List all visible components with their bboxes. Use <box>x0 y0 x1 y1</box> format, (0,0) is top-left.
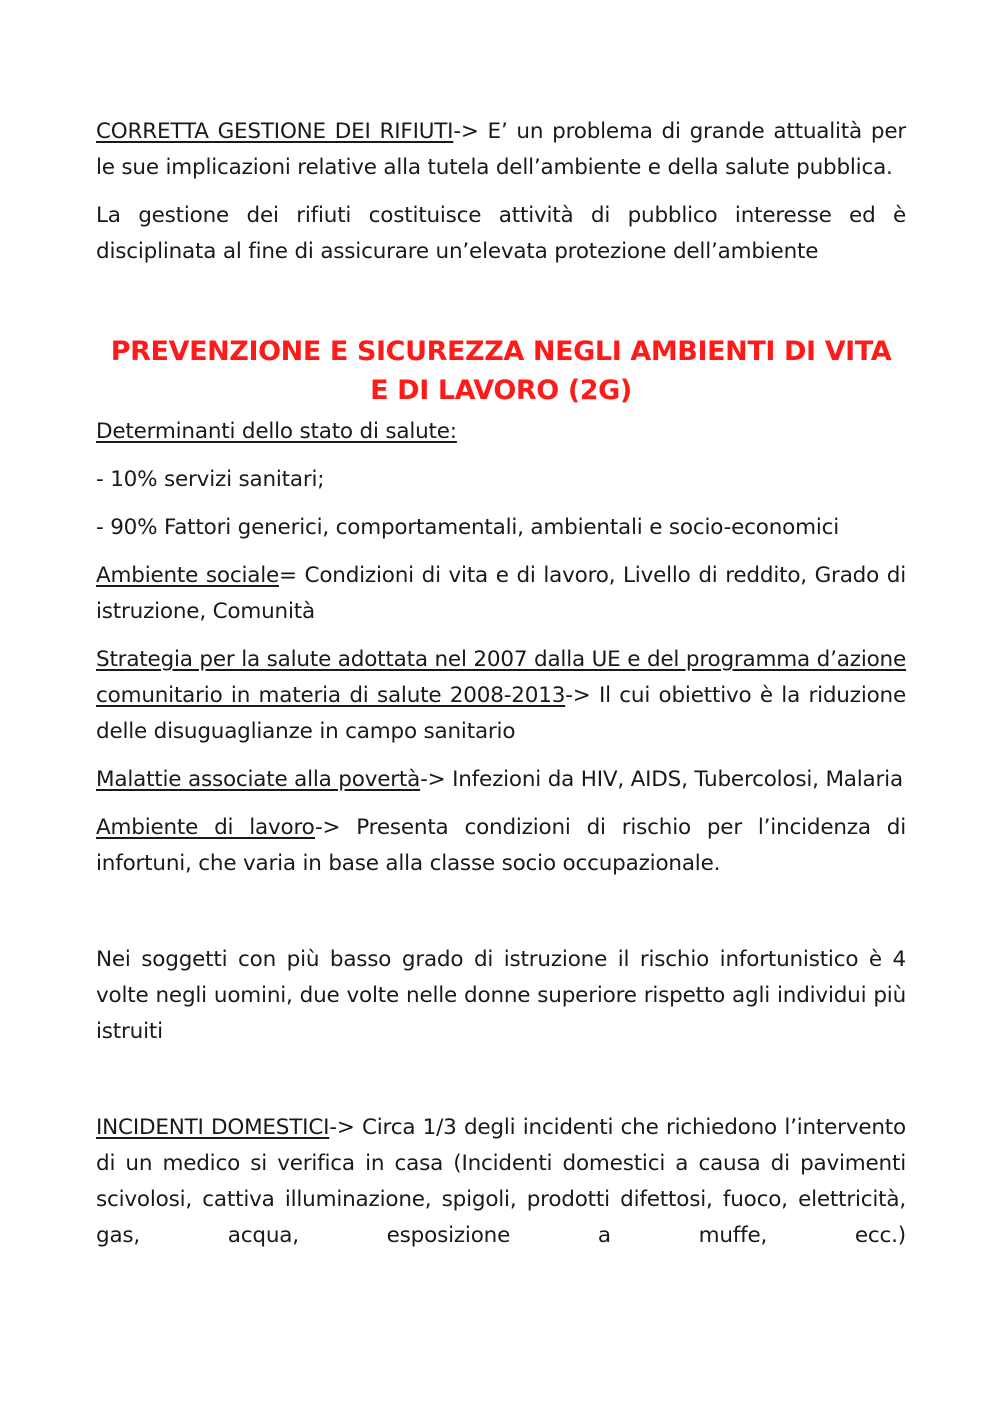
poverty-diseases-text: -> Infezioni da HIV, AIDS, Tubercolosi, Malaria <box>420 767 903 792</box>
document-page <box>96 114 906 1254</box>
health-strategy-text: -> Il cui obiettivo è la riduzione delle disuguaglianze in campo sanitario <box>96 683 907 744</box>
determinants-label: Determinanti dello stato di salute: <box>96 419 457 444</box>
waste-discipline-text: La gestione dei rifiuti costituisce attività di pubblico interesse ed è disciplinata al fine di assicurare un’elevata protezione dell’ambiente <box>96 203 906 264</box>
health-strategy-label: Strategia per la salute adottata nel 2007 dalla UE e del programma d’azione comunitario in materia di salute 2008-2013 <box>96 647 906 708</box>
paragraph-domestic-accidents <box>96 1110 906 1254</box>
paragraph-determinants <box>96 414 906 450</box>
section-heading <box>86 332 916 410</box>
paragraph-health-strategy <box>96 642 906 750</box>
domestic-accidents-text: -> Circa 1/3 degli incidenti che richiedono l’intervento di un medico si verifica in casa (Incidenti domestici a causa di pavimenti scivolosi, cattiva illuminazione, spigoli, prodotti difettosi, fuoco, elettricità, gas, acqua, esposizione a muffe, ecc.) <box>96 1115 906 1248</box>
waste-management-label: CORRETTA GESTIONE DEI RIFIUTI <box>96 119 454 144</box>
paragraph-waste-management <box>96 114 906 186</box>
domestic-accidents-label: INCIDENTI DOMESTICI <box>96 1115 330 1140</box>
education-risk-text: Nei soggetti con più basso grado di istruzione il rischio infortunistico è 4 volte negli uomini, due volte nelle donne superiore rispetto agli individui più istruiti <box>96 947 906 1044</box>
paragraph-work-environment <box>96 810 906 882</box>
paragraph-poverty-diseases <box>96 762 906 798</box>
waste-management-text: -> E’ un problema di grande attualità per le sue implicazioni relative alla tutela dell’ambiente e della salute pubblica. <box>96 119 906 180</box>
work-environment-label: Ambiente di lavoro <box>96 815 315 840</box>
social-environment-text: = Condizioni di vita e di lavoro, Livello di reddito, Grado di istruzione, Comunità <box>96 563 906 624</box>
heading-line-2: E DI LAVORO (2G) <box>370 375 632 406</box>
heading-line-1: PREVENZIONE E SICUREZZA NEGLI AMBIENTI DI VITA <box>110 336 892 367</box>
paragraph-education-risk <box>96 942 906 1050</box>
determinants-item-2: - 90% Fattori generici, comportamentali, ambientali e socio-economici <box>96 515 840 540</box>
poverty-diseases-label: Malattie associate alla povertà <box>96 767 421 792</box>
paragraph-waste-discipline <box>96 198 906 270</box>
work-environment-text: -> Presenta condizioni di rischio per l’incidenza di infortuni, che varia in base alla classe socio occupazionale. <box>96 815 907 876</box>
determinants-item-1: - 10% servizi sanitari; <box>96 467 325 492</box>
social-environment-label: Ambiente sociale <box>96 563 279 588</box>
paragraph-social-environment <box>96 558 906 630</box>
